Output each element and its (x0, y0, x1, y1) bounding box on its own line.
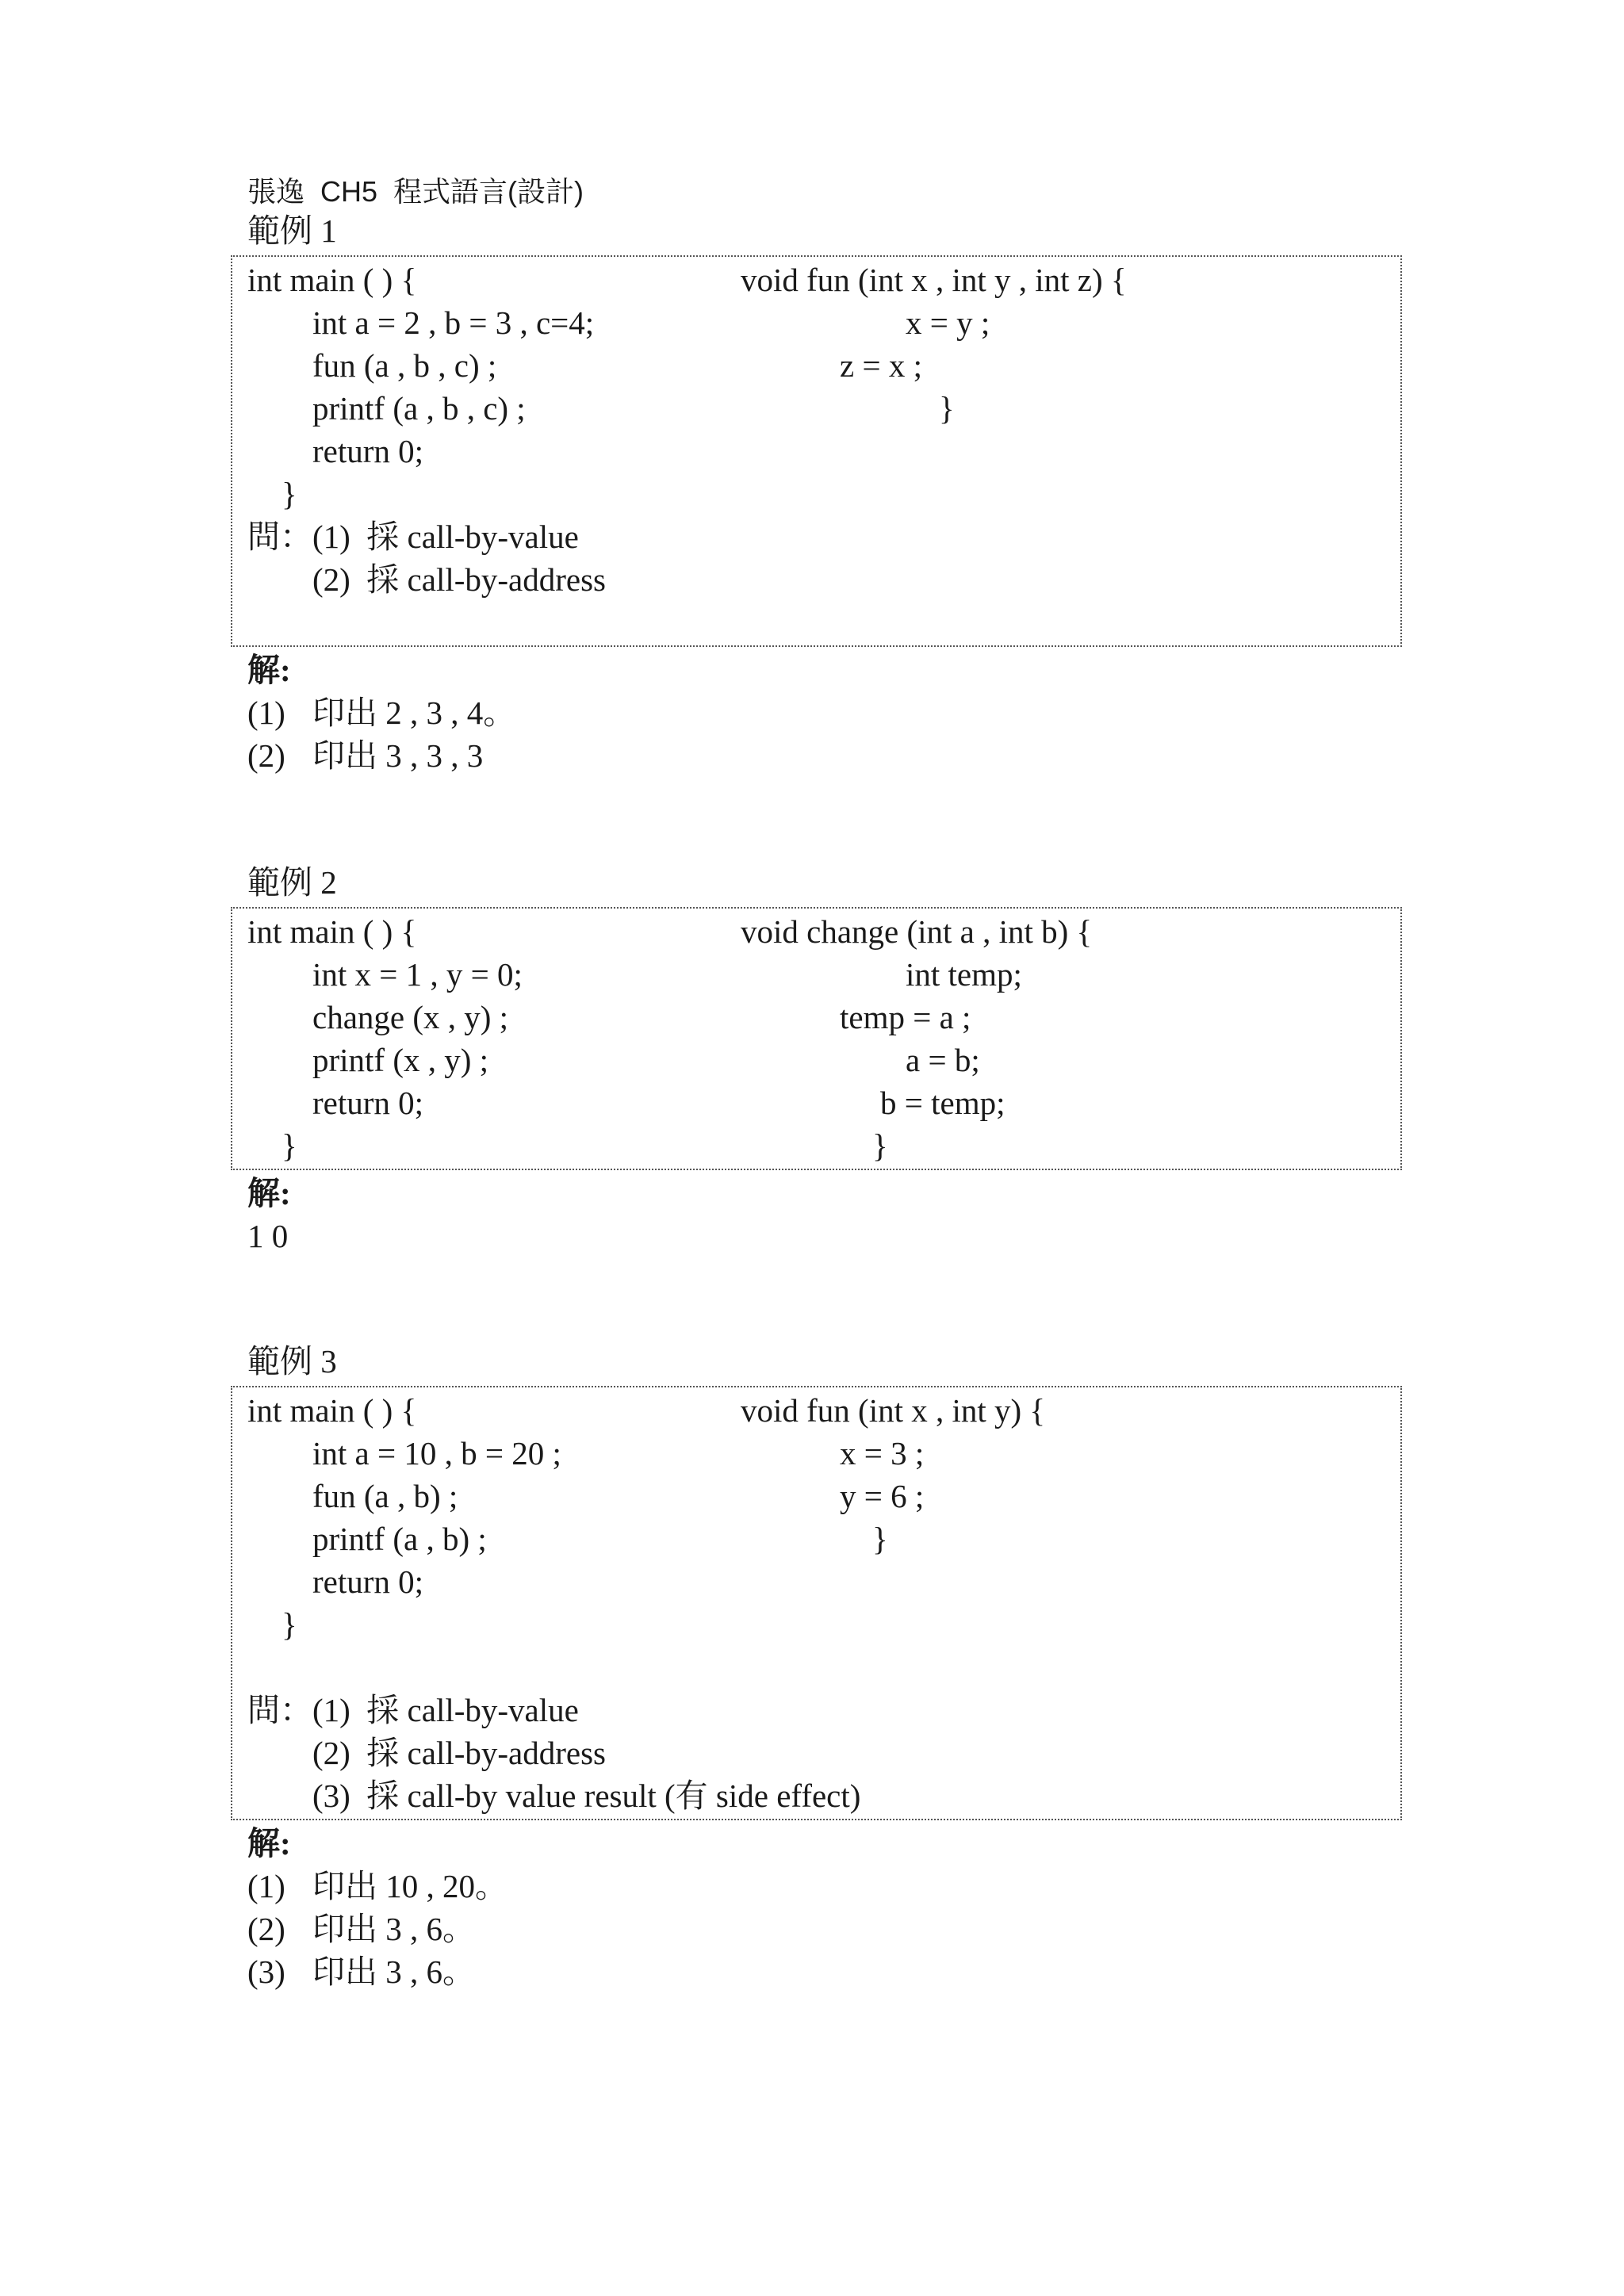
solution-label: 解: (247, 1175, 291, 1211)
code-line: void fun (int x , int y , int z) { (741, 262, 1127, 298)
code-line: z = x ; (840, 347, 922, 384)
code-line: fun (a , b , c) ; (312, 347, 497, 384)
code-line: void change (int a , int b) { (741, 913, 1093, 950)
question-label: 問： (247, 519, 312, 555)
code-line: fun (a , b) ; (312, 1478, 458, 1514)
code-line: a = b; (906, 1042, 980, 1078)
answer-text: 印出 10 , 20。 (312, 1868, 508, 1904)
answer-number: (2) (247, 737, 285, 774)
code-line: } (939, 390, 955, 427)
code-line: y = 6 ; (840, 1478, 925, 1514)
code-line: printf (x , y) ; (312, 1042, 489, 1078)
example-3-title: 範例 3 (247, 1343, 337, 1380)
code-line: printf (a , b) ; (312, 1521, 487, 1557)
code-line: int main ( ) { (247, 1392, 417, 1429)
code-line: int x = 1 , y = 0; (312, 956, 523, 993)
code-line: int a = 2 , b = 3 , c=4; (312, 304, 595, 341)
answer-text: 1 0 (247, 1218, 289, 1254)
code-line: int main ( ) { (247, 913, 417, 950)
code-line: } (282, 1606, 297, 1643)
question-item: (3) 採 call-by value result (有 side effect) (312, 1777, 861, 1814)
solution-label: 解: (247, 652, 291, 688)
code-line: void fun (int x , int y) { (741, 1392, 1046, 1429)
code-line: return 0; (312, 1085, 424, 1121)
code-line: } (872, 1127, 888, 1164)
question-item: (1) 採 call-by-value (312, 1692, 579, 1728)
example-2-title: 範例 2 (247, 864, 337, 901)
question-item: (2) 採 call-by-address (312, 1735, 607, 1771)
code-line: int a = 10 , b = 20 ; (312, 1435, 561, 1471)
solution-label: 解: (247, 1825, 291, 1862)
answer-text: 印出 3 , 6。 (312, 1954, 475, 1990)
question-item: (1) 採 call-by-value (312, 519, 579, 555)
answer-number: (2) (247, 1911, 285, 1947)
question-item: (2) 採 call-by-address (312, 561, 607, 598)
answer-number: (3) (247, 1954, 285, 1990)
code-line: x = y ; (906, 304, 990, 341)
code-line: x = 3 ; (840, 1435, 925, 1471)
code-line: int main ( ) { (247, 262, 417, 298)
code-line: b = temp; (880, 1085, 1005, 1121)
code-line: temp = a ; (840, 999, 971, 1035)
answer-text: 印出 2 , 3 , 4。 (312, 695, 516, 731)
code-line: return 0; (312, 433, 424, 469)
example-1-title: 範例 1 (247, 212, 337, 249)
document-header: 張逸 CH5 程式語言(設計) (247, 175, 584, 208)
code-line: } (282, 476, 297, 512)
code-line: } (872, 1521, 888, 1557)
answer-text: 印出 3 , 3 , 3 (312, 737, 484, 774)
code-line: } (282, 1127, 297, 1164)
code-line: int temp; (906, 956, 1022, 993)
code-line: return 0; (312, 1563, 424, 1600)
answer-text: 印出 3 , 6。 (312, 1911, 475, 1947)
question-label: 問： (247, 1692, 312, 1728)
code-line: printf (a , b , c) ; (312, 390, 526, 427)
code-line: change (x , y) ; (312, 999, 509, 1035)
answer-number: (1) (247, 1868, 285, 1904)
answer-number: (1) (247, 695, 285, 731)
